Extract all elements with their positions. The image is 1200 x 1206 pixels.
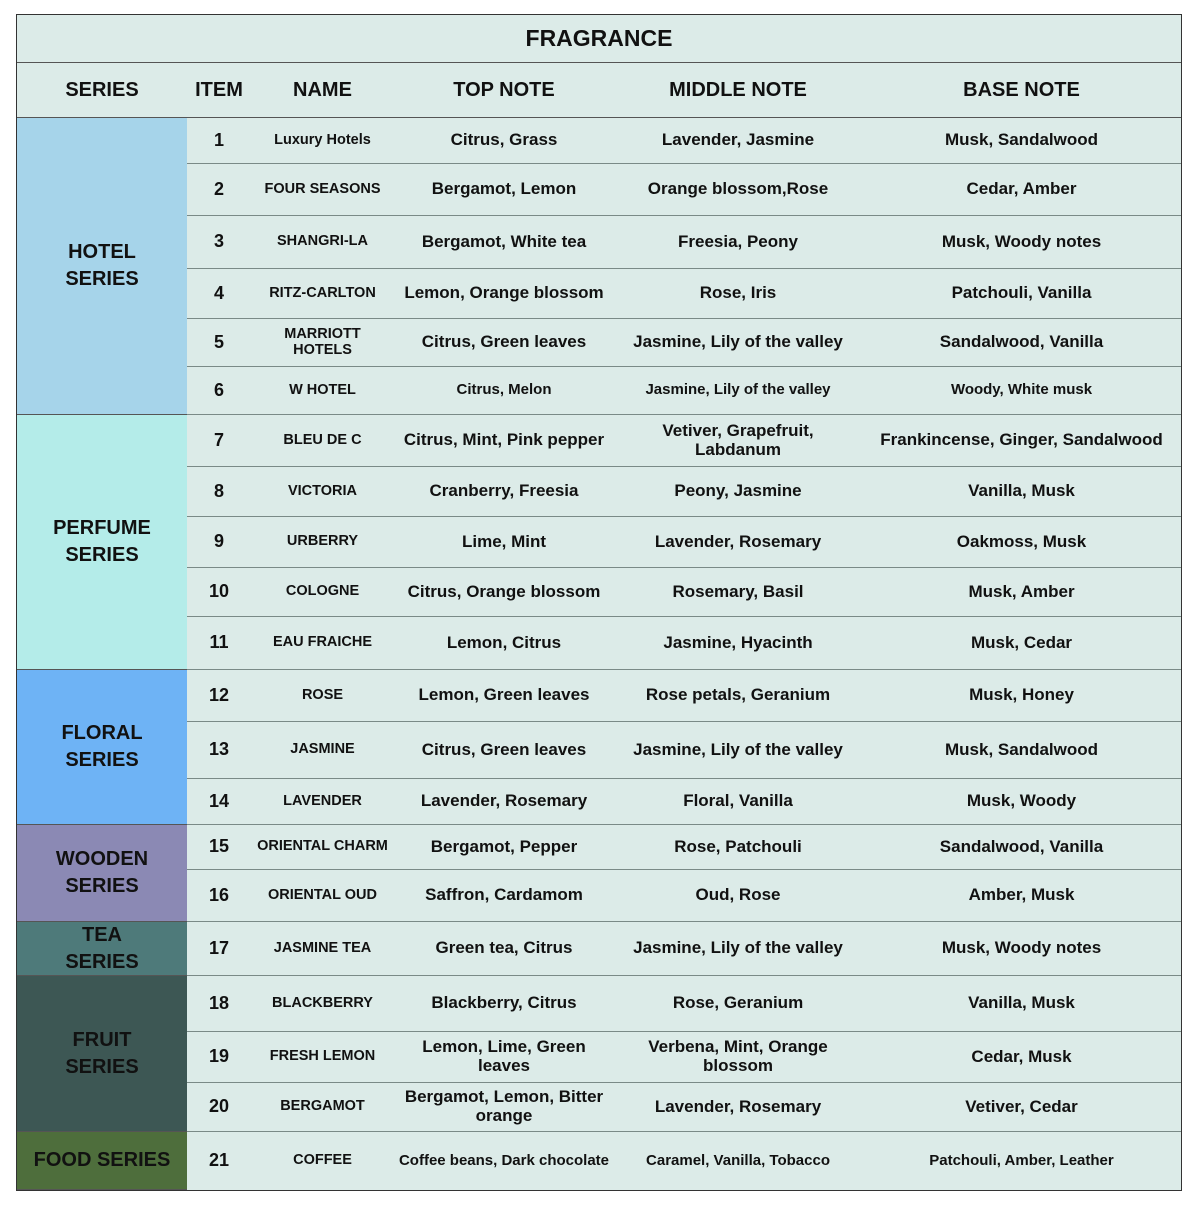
item-number: 20 — [187, 1083, 251, 1132]
fragrance-name: ORIENTAL CHARM — [251, 825, 394, 870]
top-note: Saffron, Cardamom — [394, 870, 614, 922]
top-note: Citrus, Orange blossom — [394, 568, 614, 617]
fragrance-table — [16, 14, 1182, 1191]
item-number: 6 — [187, 367, 251, 415]
fragrance-name: BERGAMOT — [251, 1083, 394, 1132]
middle-note: Floral, Vanilla — [614, 779, 862, 825]
fragrance-name: URBERRY — [251, 517, 394, 568]
middle-note: Jasmine, Lily of the valley — [614, 722, 862, 779]
series-label-line2: SERIES — [65, 950, 139, 973]
series-cell — [17, 976, 187, 1132]
top-note: Bergamot, Lemon — [394, 164, 614, 216]
series-label-line1: FOOD SERIES — [33, 1149, 171, 1171]
item-number: 1 — [187, 118, 251, 164]
fragrance-name: ORIENTAL OUD — [251, 870, 394, 922]
base-note: Patchouli, Vanilla — [862, 269, 1181, 319]
top-note: Green tea, Citrus — [394, 922, 614, 976]
fragrance-name: BLEU DE C — [251, 415, 394, 467]
fragrance-name: SHANGRI-LA — [251, 216, 394, 269]
fragrance-name: LAVENDER — [251, 779, 394, 825]
item-number: 5 — [187, 319, 251, 367]
series-label-line1: WOODEN — [55, 848, 149, 870]
top-note: Bergamot, Pepper — [394, 825, 614, 870]
series-cell — [17, 670, 187, 825]
base-note: Sandalwood, Vanilla — [862, 825, 1181, 870]
middle-note: Rosemary, Basil — [614, 568, 862, 617]
item-number: 16 — [187, 870, 251, 922]
middle-note: Verbena, Mint, Orange blossom — [614, 1032, 862, 1083]
header-top-note: TOP NOTE — [394, 63, 614, 118]
series-label-line2: SERIES — [65, 268, 139, 290]
fragrance-name: MARRIOTT HOTELS — [251, 319, 394, 367]
base-note: Patchouli, Amber, Leather — [929, 1151, 1114, 1169]
item-number: 21 — [208, 1150, 230, 1171]
base-note: Musk, Honey — [862, 670, 1181, 722]
top-note: Lemon, Green leaves — [394, 670, 614, 722]
series-label-line2: SERIES — [65, 1055, 139, 1078]
fragrance-name: ROSE — [251, 670, 394, 722]
top-note: Lavender, Rosemary — [394, 779, 614, 825]
top-note: Bergamot, Lemon, Bitter orange — [394, 1083, 614, 1132]
base-note: Vetiver, Cedar — [862, 1083, 1181, 1132]
fragrance-name: BLACKBERRY — [251, 976, 394, 1032]
base-note: Vanilla, Musk — [862, 976, 1181, 1032]
item-number: 17 — [187, 922, 251, 976]
item-number: 8 — [187, 467, 251, 517]
fragrance-name: EAU FRAICHE — [251, 617, 394, 670]
item-number: 11 — [187, 617, 251, 670]
fragrance-name: JASMINE — [251, 722, 394, 779]
fragrance-name: VICTORIA — [251, 467, 394, 517]
header-name: NAME — [251, 63, 394, 118]
series-label-line1: HOTEL — [68, 241, 136, 263]
top-note: Lime, Mint — [394, 517, 614, 568]
item-number: 9 — [187, 517, 251, 568]
item-number: 15 — [187, 825, 251, 870]
middle-note: Oud, Rose — [614, 870, 862, 922]
middle-note: Jasmine, Lily of the valley — [614, 319, 862, 367]
middle-note: Vetiver, Grapefruit, Labdanum — [614, 415, 862, 467]
middle-note: Lavender, Rosemary — [614, 1083, 862, 1132]
header-item: ITEM — [187, 63, 251, 118]
series-cell — [17, 825, 187, 922]
fragrance-name: Luxury Hotels — [251, 118, 394, 164]
series-label-line2: SERIES — [65, 544, 139, 566]
item-number: 4 — [187, 269, 251, 319]
fragrance-name: FRESH LEMON — [251, 1032, 394, 1083]
item-number: 14 — [187, 779, 251, 825]
base-note: Cedar, Musk — [862, 1032, 1181, 1083]
middle-note: Peony, Jasmine — [614, 467, 862, 517]
middle-note: Rose, Iris — [614, 269, 862, 319]
base-note: Vanilla, Musk — [862, 467, 1181, 517]
middle-note: Orange blossom,Rose — [614, 164, 862, 216]
fragrance-name: RITZ-CARLTON — [251, 269, 394, 319]
top-note: Citrus, Grass — [394, 118, 614, 164]
series-label-line1: FRUIT — [72, 1028, 132, 1051]
series-label-line2: SERIES — [65, 749, 139, 771]
header-middle-note: MIDDLE NOTE — [614, 63, 862, 118]
item-number: 2 — [187, 164, 251, 216]
item-number: 19 — [187, 1032, 251, 1083]
base-note: Musk, Sandalwood — [862, 722, 1181, 779]
item-number: 10 — [187, 568, 251, 617]
base-note: Musk, Sandalwood — [862, 118, 1181, 164]
middle-note: Rose petals, Geranium — [614, 670, 862, 722]
middle-note: Jasmine, Lily of the valley — [614, 922, 862, 976]
item-number: 3 — [187, 216, 251, 269]
series-label-line1: TEA — [82, 923, 122, 946]
base-note: Sandalwood, Vanilla — [862, 319, 1181, 367]
top-note: Lemon, Citrus — [394, 617, 614, 670]
fragrance-name: W HOTEL — [251, 367, 394, 415]
top-note: Coffee beans, Dark chocolate — [398, 1151, 610, 1169]
series-cell — [17, 922, 187, 976]
item-number: 7 — [187, 415, 251, 467]
top-note: Citrus, Melon — [394, 367, 614, 415]
top-note: Blackberry, Citrus — [394, 976, 614, 1032]
base-note: Musk, Woody notes — [862, 216, 1181, 269]
middle-note: Rose, Patchouli — [614, 825, 862, 870]
item-number: 18 — [187, 976, 251, 1032]
top-note: Cranberry, Freesia — [394, 467, 614, 517]
fragrance-name: COFFEE — [293, 1152, 352, 1169]
series-label-line2: SERIES — [65, 875, 139, 897]
base-note: Musk, Cedar — [862, 617, 1181, 670]
base-note: Musk, Woody — [862, 779, 1181, 825]
item-number: 13 — [187, 722, 251, 779]
base-note: Cedar, Amber — [862, 164, 1181, 216]
middle-note: Lavender, Jasmine — [614, 118, 862, 164]
series-cell — [17, 118, 187, 415]
fragrance-name: COLOGNE — [251, 568, 394, 617]
series-label-line1: PERFUME — [53, 517, 151, 539]
header-base-note: BASE NOTE — [862, 63, 1181, 118]
base-note: Musk, Amber — [862, 568, 1181, 617]
base-note: Woody, White musk — [862, 367, 1181, 415]
top-note: Lemon, Orange blossom — [394, 269, 614, 319]
base-note: Oakmoss, Musk — [862, 517, 1181, 568]
middle-note: Rose, Geranium — [614, 976, 862, 1032]
base-note: Frankincense, Ginger, Sandalwood — [862, 415, 1181, 467]
fragrance-name: FOUR SEASONS — [251, 164, 394, 216]
top-note: Citrus, Green leaves — [394, 319, 614, 367]
top-note: Lemon, Lime, Green leaves — [394, 1032, 614, 1083]
top-note: Bergamot, White tea — [394, 216, 614, 269]
series-label-line1: FLORAL — [61, 722, 143, 744]
middle-note: Caramel, Vanilla, Tobacco — [646, 1151, 830, 1169]
middle-note: Freesia, Peony — [614, 216, 862, 269]
series-cell — [17, 415, 187, 670]
series-cell — [17, 1132, 187, 1190]
item-number: 12 — [187, 670, 251, 722]
middle-note: Jasmine, Hyacinth — [614, 617, 862, 670]
top-note: Citrus, Green leaves — [394, 722, 614, 779]
middle-note: Jasmine, Lily of the valley — [614, 367, 862, 415]
base-note: Amber, Musk — [862, 870, 1181, 922]
fragrance-name: JASMINE TEA — [251, 922, 394, 976]
base-note: Musk, Woody notes — [862, 922, 1181, 976]
middle-note: Lavender, Rosemary — [614, 517, 862, 568]
top-note: Citrus, Mint, Pink pepper — [394, 415, 614, 467]
table-title: FRAGRANCE — [17, 15, 1181, 63]
header-series: SERIES — [17, 63, 187, 118]
